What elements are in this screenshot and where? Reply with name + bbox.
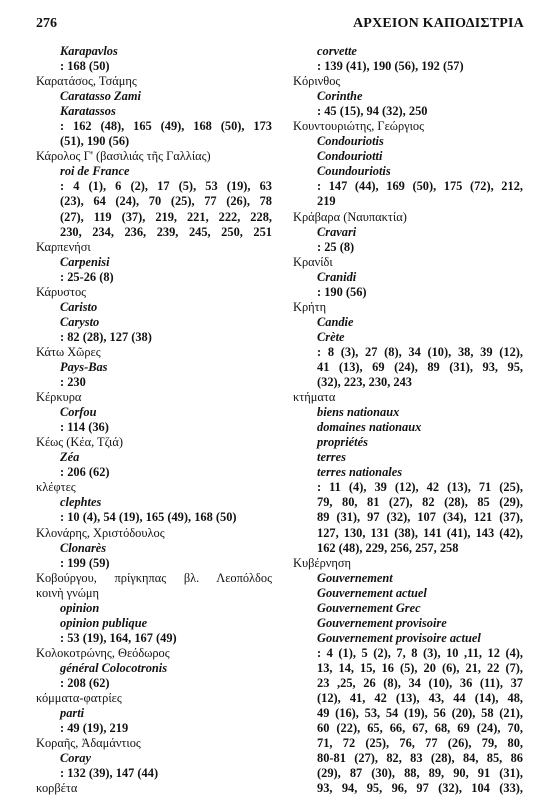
index-heading: κορβέτα [36,781,78,796]
index-heading: Κάρυστος [36,284,87,299]
index-page-refs: 41 (13), 69 (24), 89 (31), 93, 95, [317,359,523,374]
index-page-refs: 89 (31), 97 (32), 107 (34), 121 (37), [317,510,523,525]
index-heading: κοινὴ γνώμη [36,585,100,600]
index-variant: Caratasso Zami [60,89,141,104]
index-variant: Caristo [60,299,98,314]
index-page-refs: 13, 14, 15, 16 (5), 20 (6), 21, 22 (7), [317,660,523,675]
index-variant: Gouvernement provisoire actuel [317,630,481,645]
index-page-refs: : 139 (41), 190 (56), 192 (57) [317,59,464,74]
index-heading: Κρανίδι [293,254,333,269]
index-variant: terres nationales [317,465,403,480]
index-page-refs: : 10 (4), 54 (19), 165 (49), 168 (50) [60,510,237,525]
index-page-refs: : 53 (19), 164, 167 (49) [60,630,177,645]
index-page-refs: 71, 72 (25), 76, 77 (26), 79, 80, [317,736,523,751]
index-page-refs: 23 ,25, 26 (8), 34 (10), 36 (11), 37 [317,675,523,690]
index-page-refs: : 49 (19), 219 [60,721,129,736]
index-page-refs: 80-81 (27), 82, 83 (28), 84, 85, 86 [317,751,523,766]
index-variant: parti [60,706,85,721]
index-heading: κόμματα-φατρίες [36,691,122,706]
index-variant: Clonarès [60,540,107,555]
index-variant: Carysto [60,314,100,329]
index-variant: Karatassos [60,104,116,119]
index-page-refs: : 199 (59) [60,555,110,570]
index-variant: Gouvernement Grec [317,600,421,615]
index-page-refs: (32), 223, 230, 243 [317,375,412,390]
index-heading: Κυβέρνηση [293,555,352,570]
index-page-refs: (23), 64 (24), 70 (25), 77 (26), 78 [60,194,272,209]
page-number: 276 [36,16,57,31]
index-page-refs: 93, 94, 95, 96, 97 (32), 104 (33), [317,781,523,796]
index-variant: Corinthe [317,89,363,104]
index-page-refs: : 190 (56) [317,284,367,299]
index-page-refs: : 4 (1), 5 (2), 7, 8 (3), 10 ,11, 12 (4), [317,645,523,660]
index-variant: Gouvernement actuel [317,585,427,600]
index-page-refs: : 8 (3), 27 (8), 34 (10), 38, 39 (12), [317,344,523,359]
index-variant: clephtes [60,495,102,510]
index-page-refs: : 208 (62) [60,675,110,690]
index-page-refs: : 11 (4), 39 (12), 42 (13), 71 (25), [317,480,523,495]
index-page-refs: 60 (22), 65, 66, 67, 68, 69 (24), 70, [317,721,523,736]
index-variant: opinion publique [60,615,148,630]
index-variant: Coundouriotis [317,164,391,179]
index-heading: Κοβούργου, πρίγκηπας βλ. Λεοπόλδος [36,570,272,585]
index-page-refs: : 4 (1), 6 (2), 17 (5), 53 (19), 63 [60,179,272,194]
index-heading: Κράβαρα (Ναυπακτία) [293,209,407,224]
index-column-left [36,44,272,796]
index-heading: κτήματα [293,390,336,405]
index-variant: Cranidi [317,269,357,284]
index-heading: Κλονάρης, Χριστόδουλος [36,525,165,540]
index-variant: biens nationaux [317,405,400,420]
index-column-right [293,44,523,796]
index-page-refs: : 147 (44), 169 (50), 175 (72), 212, [317,179,523,194]
index-variant: propriétés [317,435,368,450]
index-variant: Candie [317,314,354,329]
index-variant: Gouvernement provisoire [317,615,447,630]
index-heading: Κολοκοτρώνης, Θεόδωρος [36,645,170,660]
index-variant: Crète [317,329,345,344]
page-header [36,16,524,38]
index-page-refs: : 82 (28), 127 (38) [60,329,152,344]
index-page-refs: : 114 (36) [60,420,109,435]
index-heading: Κέρκυρα [36,390,82,405]
index-page-refs: 79, 80, 81 (27), 82 (28), 85 (29), [317,495,523,510]
index-page-refs: 162 (48), 229, 256, 257, 258 [317,540,459,555]
index-variant: corvette [317,44,357,58]
index-heading: κλέφτες [36,480,76,495]
index-page-refs: : 132 (39), 147 (44) [60,766,159,781]
index-page-refs: (29), 87 (30), 88, 89, 90, 91 (31), [317,766,523,781]
index-heading: Καρπενήσι [36,239,91,254]
index-heading: Κοραῆς, Ἀδαμάντιος [36,736,141,751]
index-page-refs: : 168 (50) [60,59,110,74]
index-page-refs: : 206 (62) [60,465,110,480]
index-page-refs: : 25-26 (8) [60,269,114,284]
index-variant: Gouvernement [317,570,393,585]
index-variant: Condouriotti [317,149,383,164]
index-variant: général Colocotronis [60,660,168,675]
index-page-refs: (27), 119 (37), 219, 221, 222, 228, [60,209,272,224]
index-heading: Καρατάσος, Τσάμης [36,74,137,89]
index-variant: terres [317,450,346,465]
index-heading: Κάτω Χῶρες [36,344,101,359]
index-page-refs: : 230 [60,375,86,390]
index-variant: opinion [60,600,100,615]
index-page-refs: 219 [317,194,336,209]
index-variant: Carpenisi [60,254,110,269]
index-variant: Corfou [60,405,97,420]
index-heading: Κουντουριώτης, Γεώργιος [293,119,425,134]
index-page-refs: 127, 130, 131 (38), 141 (41), 143 (42), [317,525,523,540]
running-head: ΑΡΧΕΙΟΝ ΚΑΠΟΔΙΣΤΡΙΑ [353,16,524,31]
index-page-refs: : 162 (48), 165 (49), 168 (50), 173 [60,119,272,134]
index-variant: Karapavlos [60,44,118,58]
index-page-refs: 230, 234, 236, 239, 245, 250, 251 [60,224,272,239]
index-heading: Κρήτη [293,299,327,314]
index-heading: Κόρινθος [293,74,341,89]
index-page-refs: 49 (16), 53, 54 (19), 56 (20), 58 (21), [317,706,523,721]
index-page-refs: : 45 (15), 94 (32), 250 [317,104,428,119]
index-variant: Pays-Bas [60,359,108,374]
index-variant: Zéa [60,450,80,465]
index-page-refs: (12), 41, 42 (13), 43, 44 (14), 48, [317,691,523,706]
index-variant: Coray [60,751,91,766]
index-variant: Cravari [317,224,357,239]
index-heading: Κάρολος Γ' (βασιλιάς τῆς Γαλλίας) [36,149,211,164]
index-variant: roi de France [60,164,130,179]
index-page-refs: (51), 190 (56) [60,134,130,149]
index-heading: Κέως (Κέα, Τζιά) [36,435,123,450]
index-page-refs: : 25 (8) [317,239,355,254]
index-variant: domaines nationaux [317,420,422,435]
index-variant: Condouriotis [317,134,384,149]
